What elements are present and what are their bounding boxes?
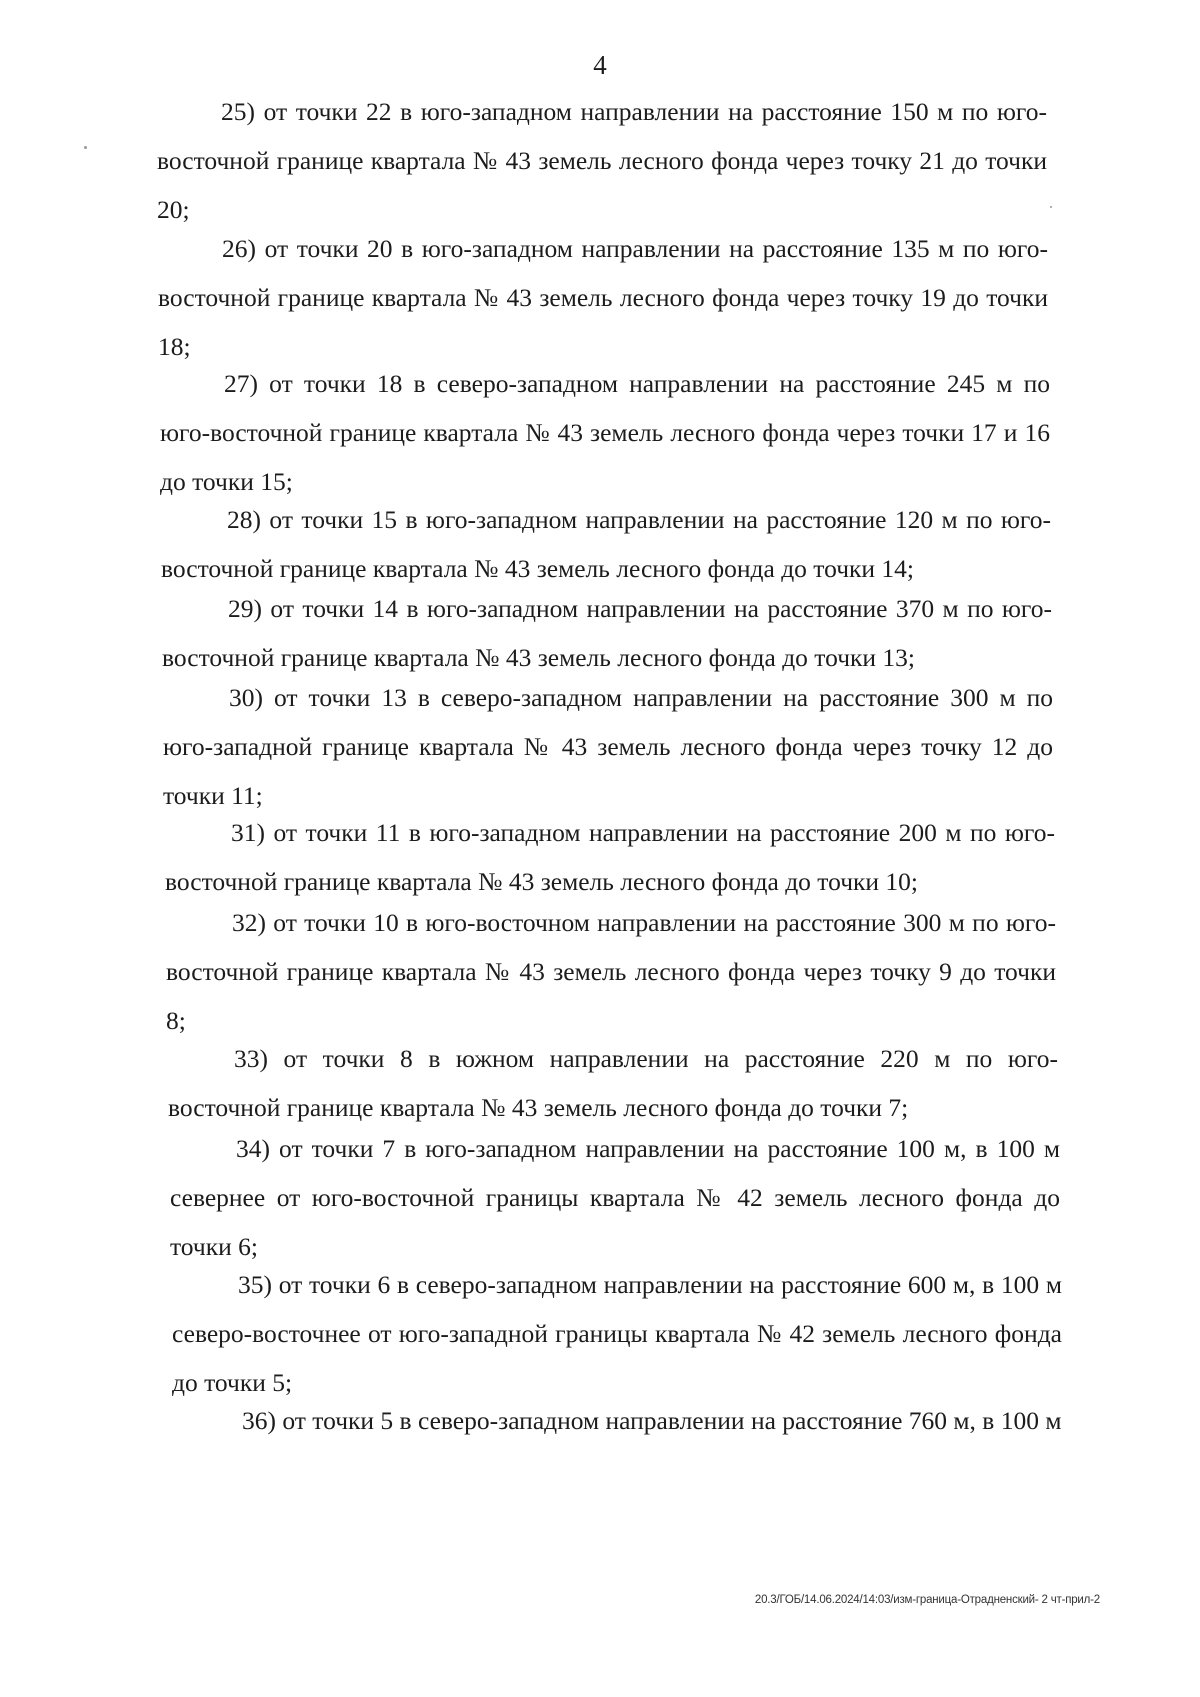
document-footer: 20.3/ГОБ/14.06.2024/14:03/изм-граница-Отрадненский- 2 чт-прил-2 bbox=[754, 1594, 1100, 1606]
list-item: 33) от точки 8 в южном направлении на расстояние 220 м по юго-восточной границе квартала № 43 земель лесного фонда до точки 7; bbox=[168, 1044, 1058, 1122]
list-item: 27) от точки 18 в северо-западном направлении на расстояние 245 м по юго-восточной границе квартала № 43 земель лесного фонда через точки 17 и 16 до точки 15; bbox=[160, 369, 1050, 496]
list-item: 35) от точки 6 в северо-западном направлении на расстояние 600 м, в 100 м северо-восточнее от юго-западной границы квартала № 42 земель лесного фонда до точки 5; bbox=[172, 1270, 1062, 1397]
list-item: 36) от точки 5 в северо-западном направлении на расстояние 760 м, в 100 м bbox=[242, 1406, 1062, 1435]
list-item: 29) от точки 14 в юго-западном направлении на расстояние 370 м по юго-восточной границе квартала № 43 земель лесного фонда до точки 13; bbox=[162, 594, 1052, 672]
page-number: 4 bbox=[593, 50, 607, 80]
list-item: 31) от точки 11 в юго-западном направлении на расстояние 200 м по юго-восточной границе квартала № 43 земель лесного фонда до точки 10; bbox=[165, 818, 1055, 896]
list-item: 26) от точки 20 в юго-западном направлении на расстояние 135 м по юго-восточной границе квартала № 43 земель лесного фонда через точку 19 до точки 18; bbox=[158, 234, 1048, 361]
list-item: 28) от точки 15 в юго-западном направлении на расстояние 120 м по юго-восточной границе квартала № 43 земель лесного фонда до точки 14; bbox=[161, 505, 1051, 583]
list-item: 30) от точки 13 в северо-западном направлении на расстояние 300 м по юго-западной границе квартала № 43 земель лесного фонда через точку 12 до точки 11; bbox=[163, 683, 1053, 810]
scan-speck bbox=[1050, 206, 1052, 208]
list-item: 34) от точки 7 в юго-западном направлении на расстояние 100 м, в 100 м севернее от юго-восточной границы квартала № 42 земель лесного фонда до точки 6; bbox=[170, 1134, 1060, 1261]
scan-speck bbox=[84, 146, 87, 149]
list-item: 25) от точки 22 в юго-западном направлении на расстояние 150 м по юго-восточной границе квартала № 43 земель лесного фонда через точку 21 до точки 20; bbox=[157, 97, 1047, 224]
list-item: 32) от точки 10 в юго-восточном направлении на расстояние 300 м по юго-восточной границе квартала № 43 земель лесного фонда через точку 9 до точки 8; bbox=[166, 908, 1056, 1035]
